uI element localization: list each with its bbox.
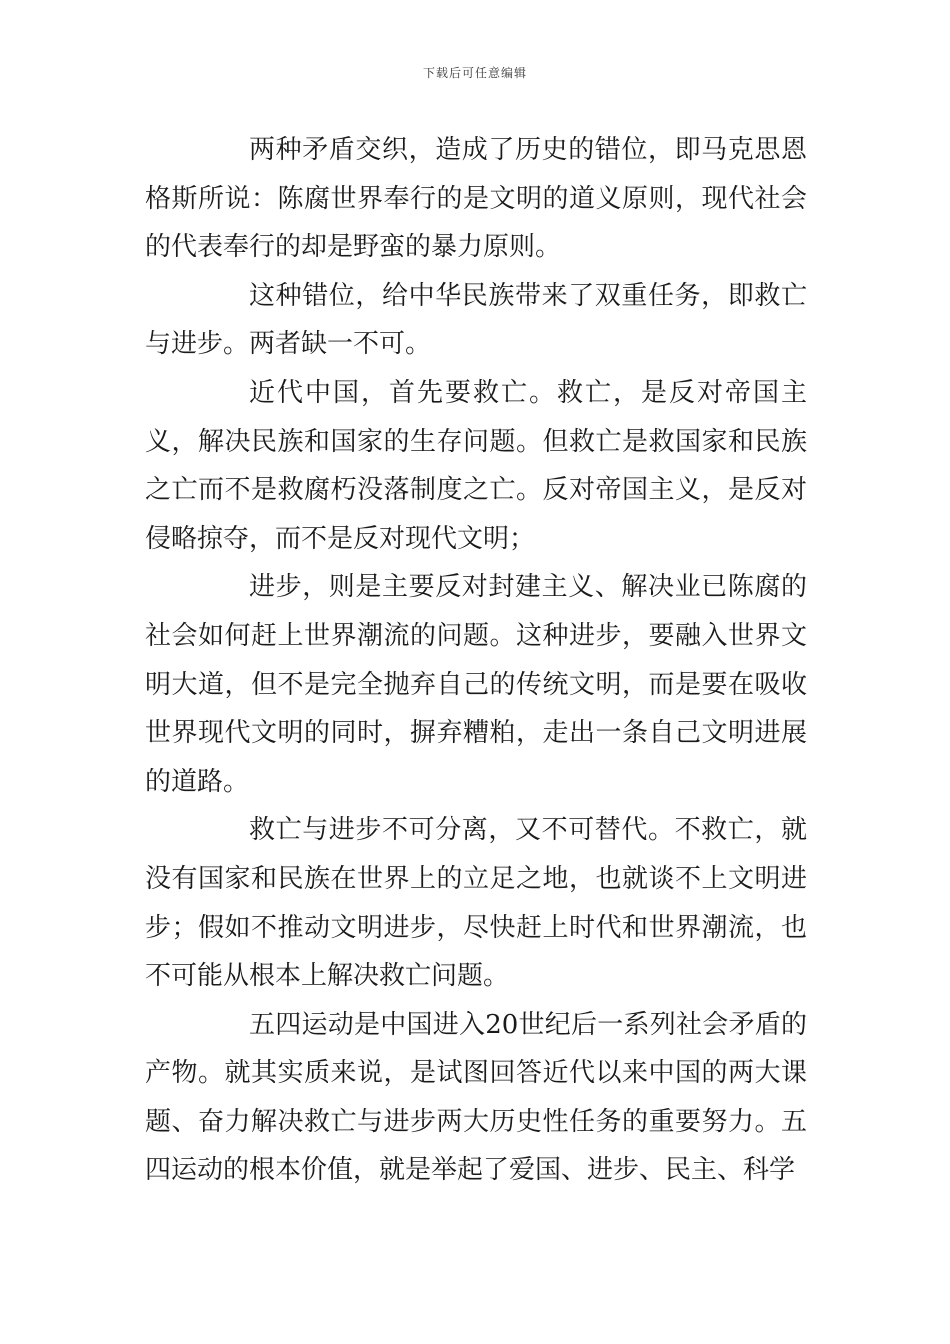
paragraph: 近代中国，首先要救亡。救亡，是反对帝国主义，解决民族和国家的生存问题。但救亡是救国家和民族之亡而不是救腐朽没落制度之亡。反对帝国主义，是反对侵略掠夺，而不是反对现代文明；	[145, 377, 807, 554]
page-header-note: 下载后可任意编辑	[422, 66, 527, 80]
paragraph: 五四运动是中国进入20世纪后一系列社会矛盾的产物。就其实质来说，是试图回答近代以来中国的两大课题、奋力解决救亡与进步两大历史性任务的重要努力。五四运动的根本价值，就是举起了爱国、进步、民主、科学	[145, 1009, 807, 1186]
document-body	[145, 126, 807, 1195]
paragraph: 两种矛盾交织，造成了历史的错位，即马克思恩格斯所说：陈腐世界奉行的是文明的道义原则，现代社会的代表奉行的却是野蛮的暴力原则。	[145, 135, 807, 263]
paragraph: 这种错位，给中华民族带来了双重任务，即救亡与进步。两者缺一不可。	[145, 280, 807, 360]
paragraph: 进步，则是主要反对封建主义、解决业已陈腐的社会如何赶上世界潮流的问题。这种进步，要融入世界文明大道，但不是完全抛弃自己的传统文明，而是要在吸收世界现代文明的同时，摒弃糟粕，走出一条自己文明进展的道路。	[145, 572, 807, 797]
paragraph: 救亡与进步不可分离，又不可替代。不救亡，就没有国家和民族在世界上的立足之地，也就谈不上文明进步；假如不推动文明进步，尽快赶上时代和世界潮流，也不可能从根本上解决救亡问题。	[145, 815, 807, 992]
